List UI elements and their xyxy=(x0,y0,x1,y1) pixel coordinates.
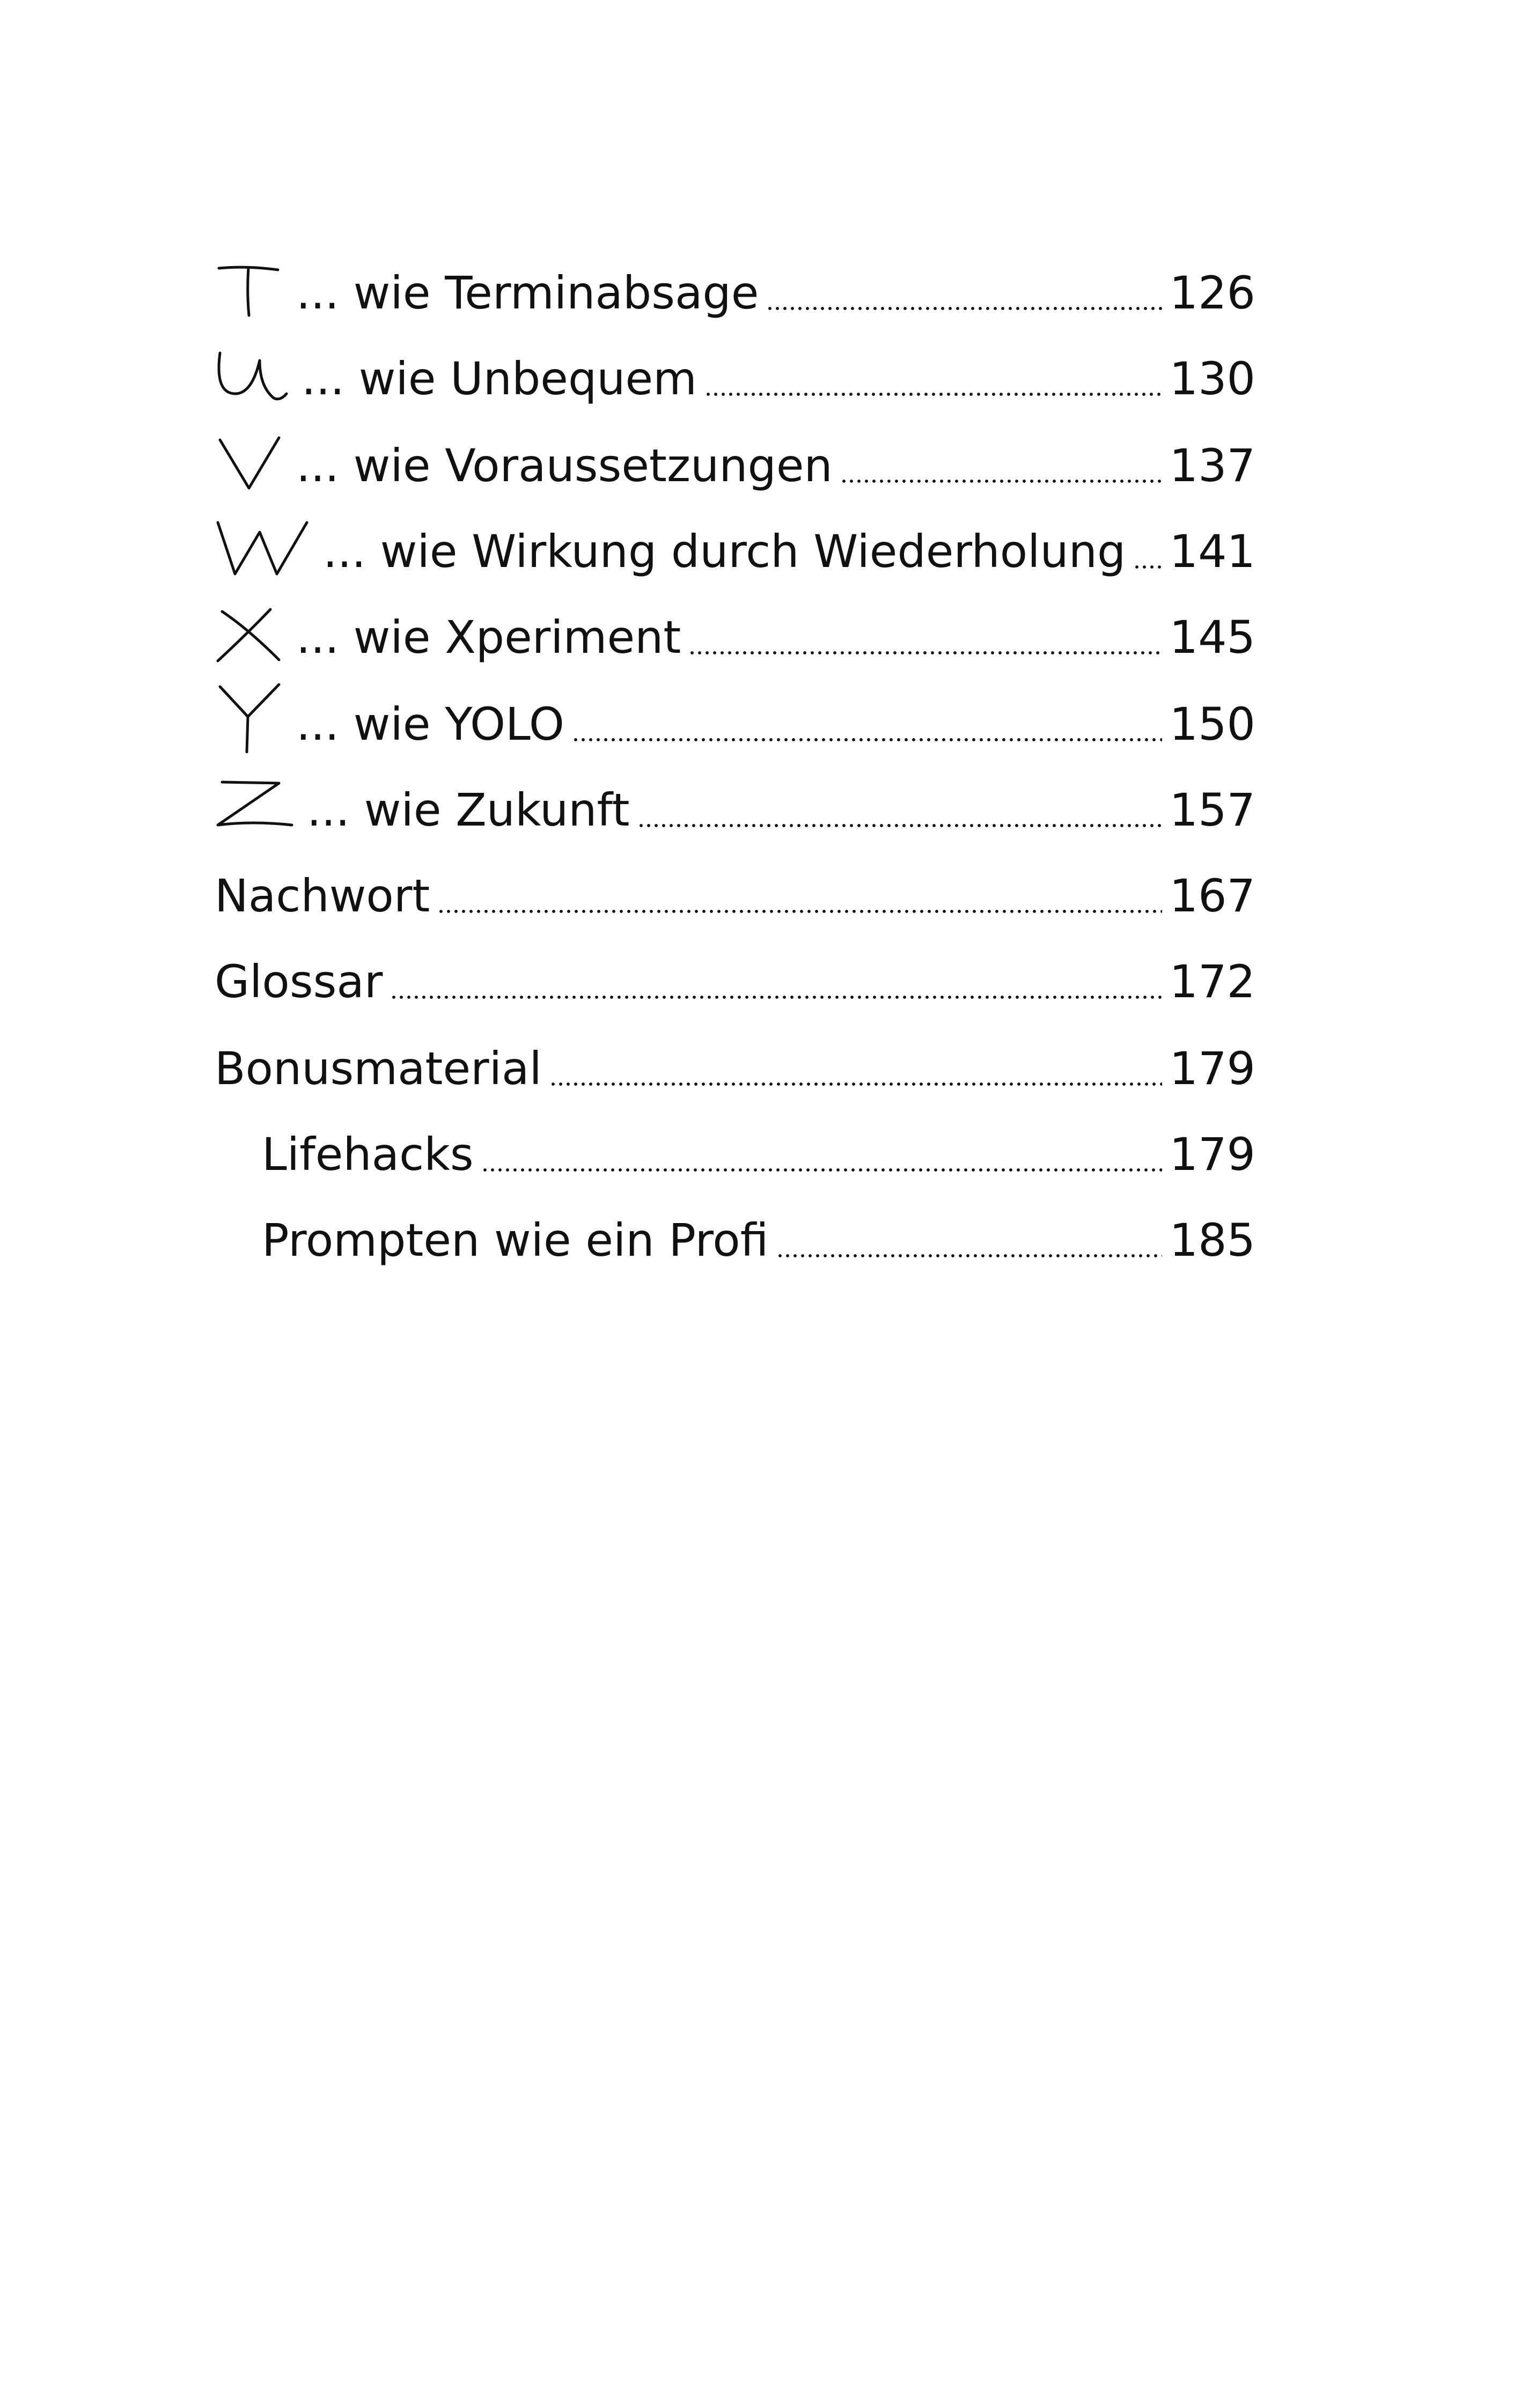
toc-entry-title: Nachwort xyxy=(215,870,430,922)
dot-leader xyxy=(688,651,1162,654)
dot-leader xyxy=(481,1168,1162,1172)
toc-entry-page-number: 130 xyxy=(1169,352,1255,405)
toc-entry[interactable] xyxy=(215,338,1255,408)
toc-entry-page-number: 141 xyxy=(1169,525,1255,578)
handwritten-letter-w-icon xyxy=(215,511,311,580)
toc-entry-title: ... wie Wirkung durch Wiederholung xyxy=(323,525,1126,578)
toc-entry-title: Bonusmaterial xyxy=(215,1042,542,1095)
toc-entry-title: ... wie Terminabsage xyxy=(296,267,759,319)
toc-entry-page-number: 145 xyxy=(1169,611,1255,664)
handwritten-letter-x-icon xyxy=(215,597,284,666)
dot-leader xyxy=(776,1254,1162,1257)
toc-entry-page-number: 150 xyxy=(1169,698,1255,750)
dot-leader xyxy=(549,1083,1162,1086)
toc-entry-glossar[interactable] xyxy=(215,941,1255,1011)
toc-subentry-lifehacks[interactable] xyxy=(262,1114,1255,1183)
toc-entry-page-number: 137 xyxy=(1169,439,1255,492)
handwritten-letter-y-icon xyxy=(215,683,284,753)
toc-entry-nachwort[interactable] xyxy=(215,855,1255,925)
toc-entry-title: ... wie YOLO xyxy=(296,698,564,750)
toc-entry-title: Prompten wie ein Profi xyxy=(262,1214,769,1266)
toc-entry-title: Glossar xyxy=(215,955,383,1008)
handwritten-letter-u-icon xyxy=(215,338,290,408)
toc-entry-page-number: 167 xyxy=(1169,870,1255,922)
toc-entry[interactable] xyxy=(215,425,1255,495)
handwritten-letter-t-icon xyxy=(215,252,284,322)
toc-entry-page-number: 172 xyxy=(1169,955,1255,1008)
dot-leader xyxy=(390,996,1162,999)
toc-entry[interactable] xyxy=(215,769,1255,839)
toc-entry[interactable] xyxy=(215,683,1255,753)
dot-leader xyxy=(766,307,1162,310)
dot-leader xyxy=(840,480,1162,483)
toc-entry-title: Lifehacks xyxy=(262,1128,474,1181)
toc-entry-title: ... wie Xperiment xyxy=(296,611,681,664)
dot-leader xyxy=(1133,565,1162,569)
toc-entry-title: ... wie Voraussetzungen xyxy=(296,439,833,492)
toc-entry-page-number: 179 xyxy=(1169,1042,1255,1095)
dot-leader xyxy=(637,824,1162,827)
toc-subentry-prompten[interactable] xyxy=(262,1199,1255,1269)
dot-leader xyxy=(704,393,1162,396)
handwritten-letter-v-icon xyxy=(215,425,284,495)
toc-entry-page-number: 157 xyxy=(1169,784,1255,836)
toc-entry-bonusmaterial[interactable] xyxy=(215,1028,1255,1098)
toc-entry[interactable] xyxy=(215,511,1255,580)
toc-entry-page-number: 185 xyxy=(1169,1214,1255,1266)
toc-entry[interactable] xyxy=(215,252,1255,322)
dot-leader xyxy=(437,910,1162,913)
toc-entry[interactable] xyxy=(215,597,1255,666)
toc-entry-page-number: 126 xyxy=(1169,267,1255,319)
dot-leader xyxy=(572,738,1162,741)
handwritten-letter-z-icon xyxy=(215,769,295,839)
toc-entry-title: ... wie Unbequem xyxy=(302,352,697,405)
toc-entry-title: ... wie Zukunft xyxy=(307,784,630,836)
toc-entry-page-number: 179 xyxy=(1169,1128,1255,1181)
